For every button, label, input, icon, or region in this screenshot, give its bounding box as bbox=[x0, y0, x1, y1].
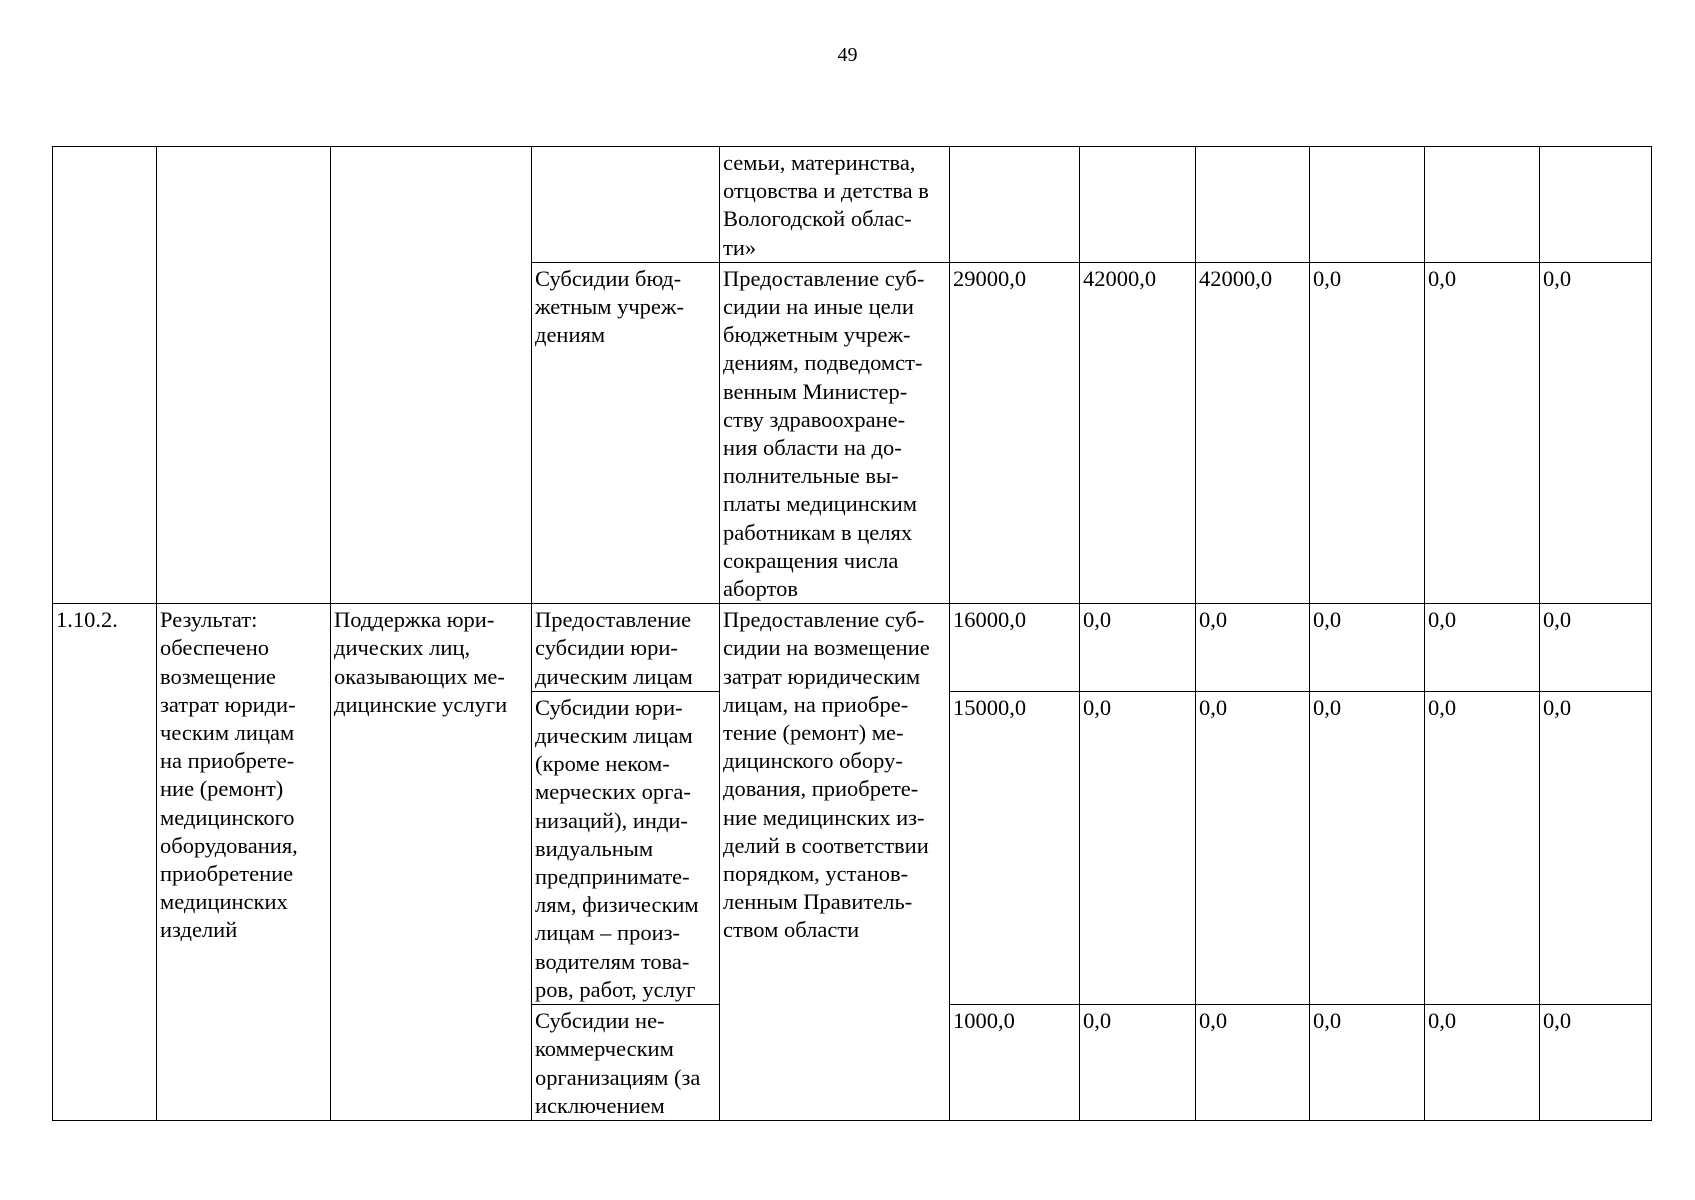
cell-value: 0,0 bbox=[1540, 691, 1652, 1004]
cell-value: 0,0 bbox=[1310, 1005, 1425, 1121]
cell-recipient: Субсидии не- коммерческим организациям (за исключением bbox=[532, 1005, 720, 1121]
cell-value: 0,0 bbox=[1310, 604, 1425, 692]
cell-value-empty bbox=[950, 147, 1080, 263]
cell-value: 42000,0 bbox=[1196, 262, 1310, 603]
cell-value-empty bbox=[1425, 147, 1540, 263]
cell-number: 1.10.2. bbox=[53, 604, 157, 1121]
cell-value: 0,0 bbox=[1425, 1005, 1540, 1121]
cell-value: 0,0 bbox=[1196, 604, 1310, 692]
cell-direction: Предоставление суб- сидии на возмещение затрат юридическим лицам, на приобре- тение (ремонт) ме- дицинского обору- дования, приобрете- ние медицинских из- делий в соответствии порядком, установ- ленным Правитель- ством области bbox=[720, 604, 950, 1121]
cell-direction: Предоставление суб- сидии на иные цели бюджетным учреж- дениям, подведомст- венным Министер- ству здравоохране- ния области на до- полнительные вы- платы медицинским работникам в целях сокращения числа абортов bbox=[720, 262, 950, 603]
cell-value: 16000,0 bbox=[950, 604, 1080, 692]
cell-value: 0,0 bbox=[1540, 1005, 1652, 1121]
cell-value: 29000,0 bbox=[950, 262, 1080, 603]
cell-value: 0,0 bbox=[1080, 604, 1196, 692]
budget-table bbox=[52, 146, 1652, 1121]
cell-value: 0,0 bbox=[1310, 262, 1425, 603]
cell-value: 0,0 bbox=[1080, 691, 1196, 1004]
cell-result-empty bbox=[157, 147, 331, 604]
cell-value: 0,0 bbox=[1540, 604, 1652, 692]
cell-value: 0,0 bbox=[1196, 1005, 1310, 1121]
cell-value: 15000,0 bbox=[950, 691, 1080, 1004]
cell-value-empty bbox=[1080, 147, 1196, 263]
cell-value: 0,0 bbox=[1425, 691, 1540, 1004]
table-row bbox=[53, 147, 1652, 263]
cell-measure-empty bbox=[331, 147, 532, 604]
cell-measure: Поддержка юри- дических лиц, оказывающих ме- дицинские услуги bbox=[331, 604, 532, 1121]
cell-value: 0,0 bbox=[1196, 691, 1310, 1004]
cell-value: 42000,0 bbox=[1080, 262, 1196, 603]
cell-recipient-empty bbox=[532, 147, 720, 263]
cell-value-empty bbox=[1196, 147, 1310, 263]
cell-value-empty bbox=[1310, 147, 1425, 263]
cell-value: 0,0 bbox=[1310, 691, 1425, 1004]
cell-value: 0,0 bbox=[1540, 262, 1652, 603]
cell-recipient: Субсидии бюд- жетным учреж- дениям bbox=[532, 262, 720, 603]
cell-value: 0,0 bbox=[1425, 262, 1540, 603]
cell-value: 1000,0 bbox=[950, 1005, 1080, 1121]
cell-recipient: Субсидии юри- дическим лицам (кроме неком- мерческих орга- низаций), инди- видуальным предпринимате- лям, физическим лицам – произ- водителям това- ров, работ, услуг bbox=[532, 691, 720, 1004]
page-number: 49 bbox=[837, 44, 858, 66]
cell-value-empty bbox=[1540, 147, 1652, 263]
cell-direction-continuation: семьи, материнства, отцовства и детства в Вологодской облас- ти» bbox=[720, 147, 950, 263]
cell-number-empty bbox=[53, 147, 157, 604]
cell-result: Результат: обеспечено возмещение затрат юриди- ческим лицам на приобрете- ние (ремонт) медицинского оборудования, приобретение медицинских изделий bbox=[157, 604, 331, 1121]
cell-value: 0,0 bbox=[1425, 604, 1540, 692]
cell-recipient: Предоставление субсидии юри- дическим лицам bbox=[532, 604, 720, 692]
table-row bbox=[53, 604, 1652, 692]
cell-value: 0,0 bbox=[1080, 1005, 1196, 1121]
